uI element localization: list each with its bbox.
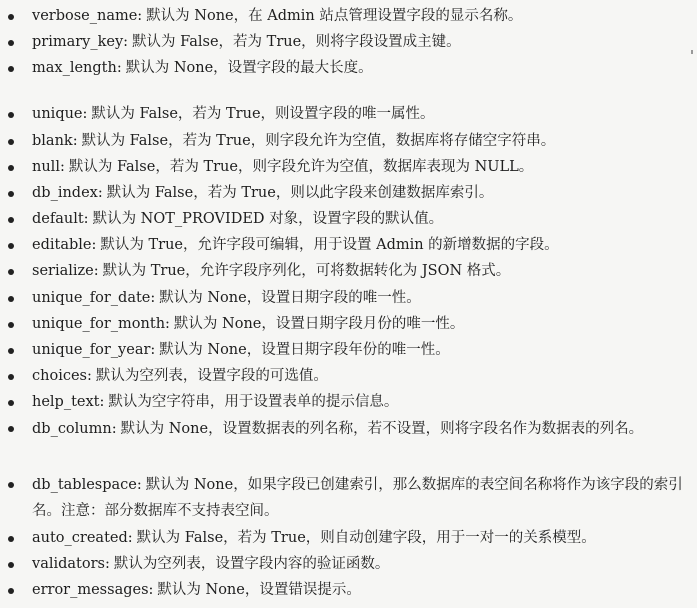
- term: serialize:: [32, 263, 99, 279]
- bullet: [8, 269, 14, 275]
- term: max_length:: [32, 60, 122, 76]
- bullet: [8, 243, 14, 249]
- item-line: [32, 210, 443, 229]
- bullet: [8, 482, 14, 488]
- description: 默认为 NOT_PROVIDED 对象，设置字段的默认值。: [92, 211, 444, 227]
- bullet: [8, 296, 14, 302]
- bullet: [8, 536, 14, 542]
- bullet: [8, 112, 14, 118]
- term: unique_for_month:: [32, 316, 170, 332]
- description: 默认为 None，设置日期字段的唯一性。: [159, 290, 421, 306]
- bullet: [8, 139, 14, 145]
- term: db_index:: [32, 185, 103, 201]
- description: 默认为空字符串，用于设置表单的提示信息。: [108, 394, 399, 410]
- description: 默认为 None，设置日期字段月份的唯一性。: [173, 316, 465, 332]
- description: 默认为空列表，设置字段内容的验证函数。: [113, 556, 390, 572]
- item-line: [32, 393, 398, 412]
- term: unique_for_year:: [32, 342, 156, 358]
- term: blank:: [32, 133, 78, 149]
- bullet: [8, 165, 14, 171]
- item-line: [32, 581, 361, 600]
- term: verbose_name:: [32, 8, 143, 24]
- item-text: [32, 416, 692, 442]
- item-line: [32, 105, 435, 124]
- bullet: [8, 14, 14, 20]
- description: 默认为 False，若为 True，则字段允许为空值，数据库表现为 NULL。: [68, 159, 534, 175]
- description: 默认为 None，设置数据表的列名称，若不设置，则将字段名作为数据表的列名。: [120, 421, 644, 437]
- item-line: [32, 7, 522, 26]
- bullet: [8, 426, 14, 432]
- item-line: [32, 59, 373, 78]
- item-line: [32, 236, 559, 255]
- description: 默认为 True，允许字段可编辑，用于设置 Admin 的新增数据的字段。: [100, 237, 559, 253]
- bullet: [8, 374, 14, 380]
- description: 默认为 False，若为 True，则自动创建字段，用于一对一的关系模型。: [136, 530, 596, 546]
- bullet: [8, 348, 14, 354]
- bullet: [8, 40, 14, 46]
- item-line: [32, 529, 596, 548]
- term: unique_for_date:: [32, 290, 156, 306]
- term: unique:: [32, 106, 88, 122]
- description: 默认为 None，设置字段的最大长度。: [125, 60, 373, 76]
- description: 默认为 None，设置错误提示。: [157, 582, 361, 598]
- list-item-db-column: [0, 416, 690, 468]
- description: 默认为 False，若为 True，则将字段设置成主键。: [132, 34, 461, 50]
- scan-mark: [691, 50, 693, 54]
- item-text: [32, 472, 692, 524]
- term: help_text:: [32, 394, 105, 410]
- description: 默认为空列表，设置字段的可选值。: [95, 368, 328, 384]
- bullet: [8, 400, 14, 406]
- term: validators:: [32, 556, 110, 572]
- description: 默认为 None，在 Admin 站点管理设置字段的显示名称。: [146, 8, 523, 24]
- bullet: [8, 322, 14, 328]
- list-item-db-tablespace: [0, 472, 690, 524]
- term: null:: [32, 159, 65, 175]
- term: primary_key:: [32, 34, 129, 50]
- item-line: [32, 184, 493, 203]
- item-line: [32, 367, 328, 386]
- term: choices:: [32, 368, 92, 384]
- description: 默认为 True，允许字段序列化，可将数据转化为 JSON 格式。: [102, 263, 511, 279]
- term: auto_created:: [32, 530, 133, 546]
- item-line: [32, 33, 461, 52]
- description: 默认为 False，若为 True，则字段允许为空值，数据库将存储空字符串。: [81, 133, 556, 149]
- item-line: [32, 262, 510, 281]
- term: error_messages:: [32, 582, 154, 598]
- item-line: [32, 315, 464, 334]
- item-line: [32, 555, 389, 574]
- term: db_tablespace:: [32, 477, 142, 493]
- bullet: [8, 191, 14, 197]
- item-line: [32, 132, 555, 151]
- term: default:: [32, 211, 89, 227]
- bullet: [8, 588, 14, 594]
- item-line: [32, 341, 450, 360]
- description: 默认为 None，设置日期字段年份的唯一性。: [159, 342, 450, 358]
- bullet: [8, 562, 14, 568]
- item-line: [32, 289, 421, 308]
- description: 默认为 False，若为 True，则以此字段来创建数据库索引。: [106, 185, 494, 201]
- bullet: [8, 217, 14, 223]
- term: db_column:: [32, 421, 117, 437]
- item-line: [32, 158, 533, 177]
- description: 默认为 None，如果字段已创建索引，那么数据库的表空间名称将作为该字段的索引名。注意：部分数据库不支持表空间。: [32, 477, 683, 519]
- bullet: [8, 66, 14, 72]
- description: 默认为 False，若为 True，则设置字段的唯一属性。: [91, 106, 435, 122]
- term: editable:: [32, 237, 97, 253]
